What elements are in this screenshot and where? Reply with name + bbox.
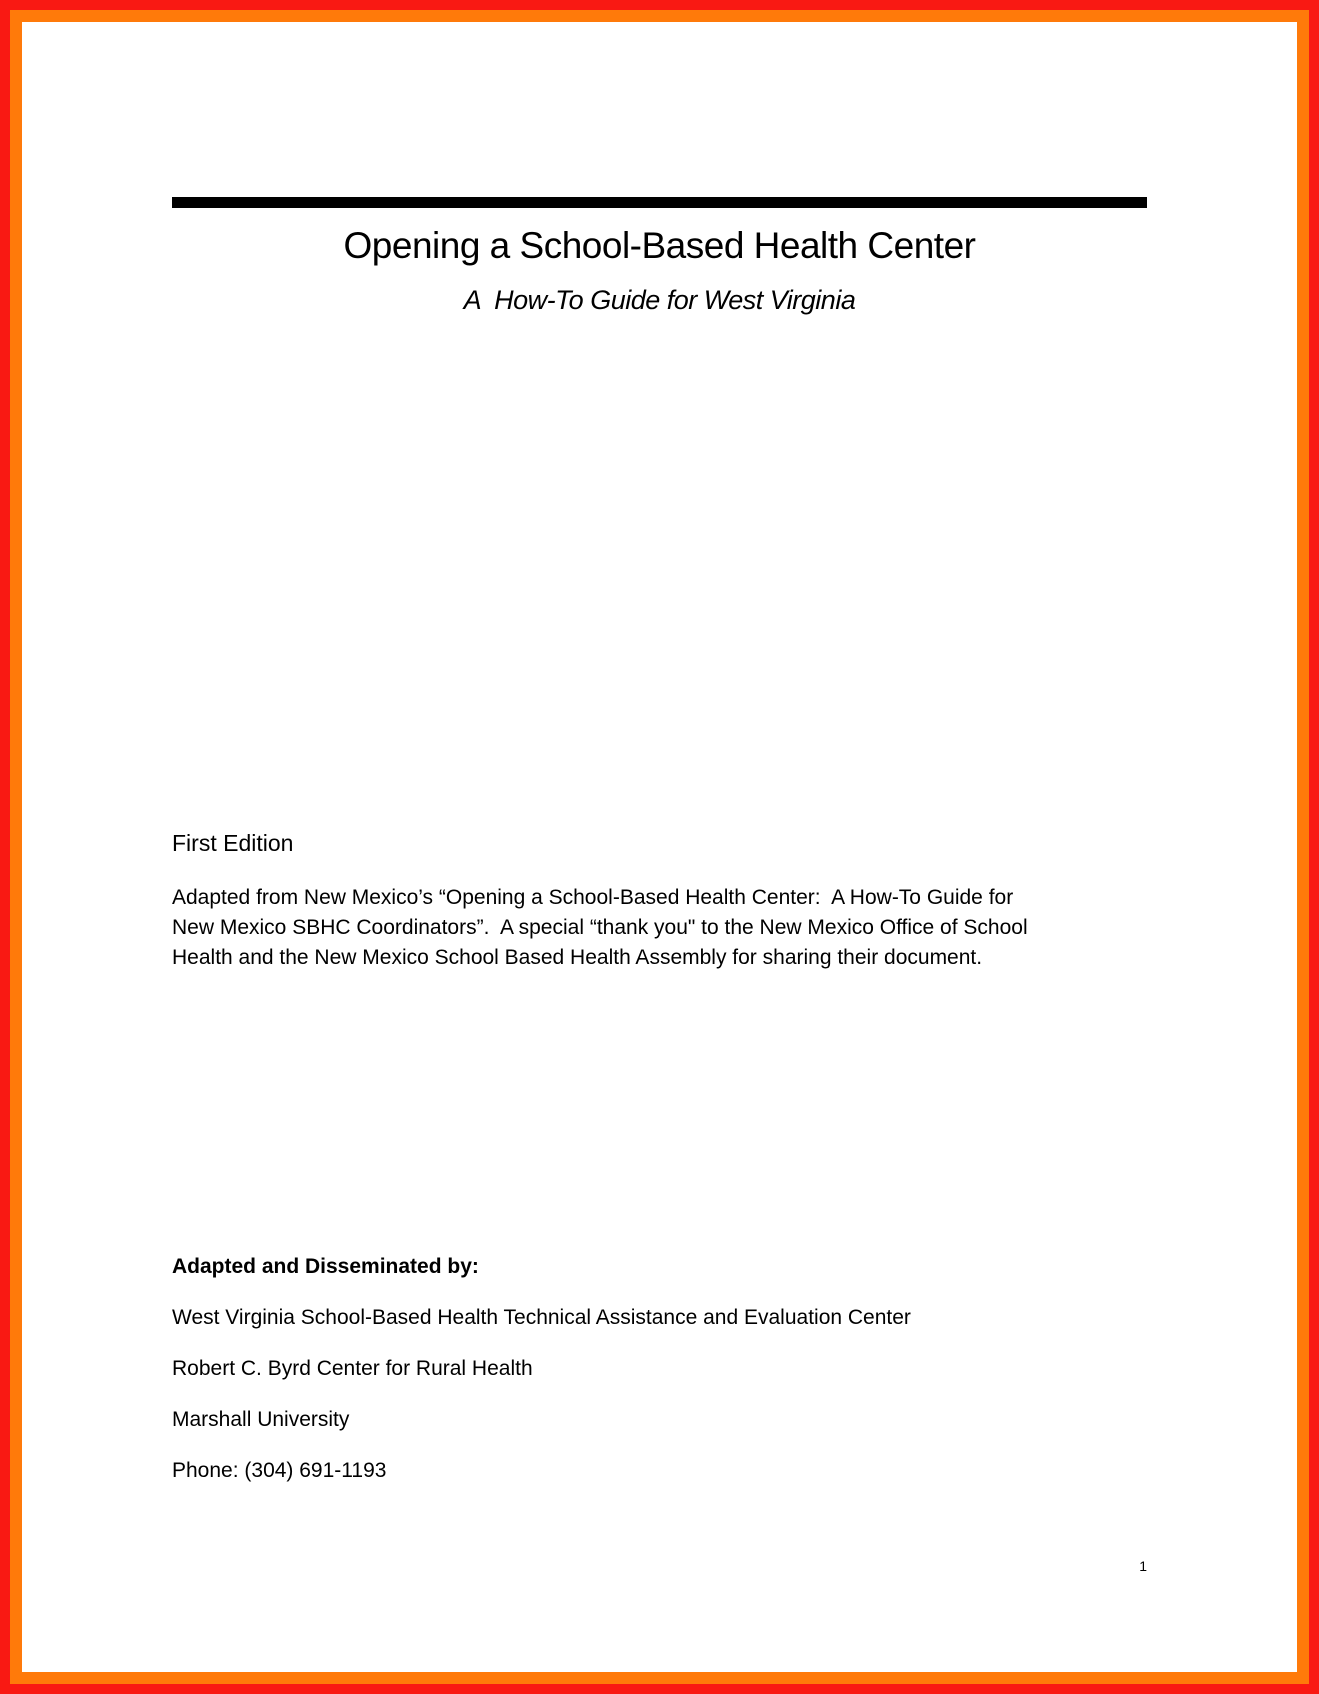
organization-byrd-center: Robert C. Byrd Center for Rural Health <box>172 1357 533 1380</box>
phone-number: Phone: (304) 691-1193 <box>172 1459 387 1482</box>
document-title: Opening a School-Based Health Center <box>343 225 976 266</box>
adapted-paragraph <box>172 883 1147 973</box>
adapted-line-3: Health and the New Mexico School Based Health Assembly for sharing their document. <box>172 946 983 969</box>
document-subtitle: A How-To Guide for West Virginia <box>463 285 856 315</box>
organization-university: Marshall University <box>172 1408 350 1431</box>
organization-center: West Virginia School-Based Health Technical Assistance and Evaluation Center <box>172 1306 911 1329</box>
edition-label: First Edition <box>172 830 294 856</box>
adapted-line-1: Adapted from New Mexico’s “Opening a School-Based Health Center: A How-To Guide for <box>172 886 1014 909</box>
disseminated-heading: Adapted and Disseminated by: <box>172 1255 479 1278</box>
title-rule <box>172 197 1147 208</box>
document-page <box>22 22 1297 1672</box>
page-number: 1 <box>1139 1558 1147 1574</box>
adapted-line-2: New Mexico SBHC Coordinators”. A special “thank you" to the New Mexico Office of School <box>172 916 1028 939</box>
